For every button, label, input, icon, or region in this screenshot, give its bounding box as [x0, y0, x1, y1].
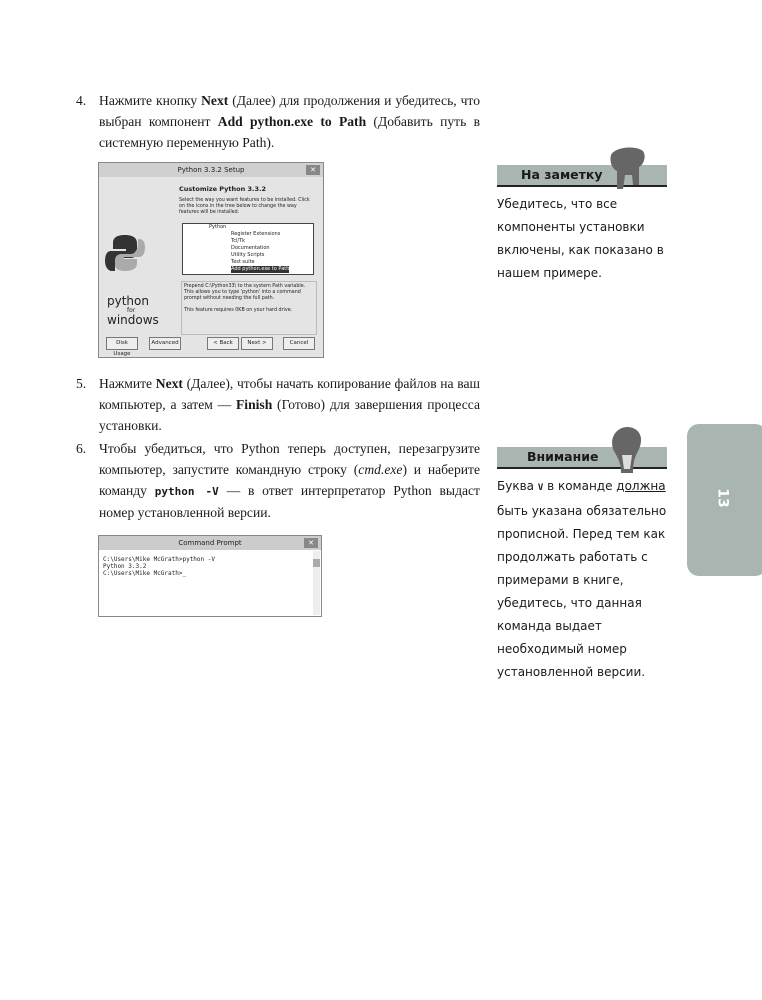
tree-item[interactable]: Register Extensions [231, 231, 281, 237]
tree-item[interactable]: Utility Scripts [231, 252, 265, 258]
text: быть указана обязательно прописной. Перед тем как продолжать работать с примерами в книге, убедитесь, что данная команда выдает необходимый номер установленной версии. [497, 504, 667, 679]
bold-text: Next [155, 376, 183, 391]
window-title: Command Prompt [178, 539, 242, 547]
cobra-icon [605, 427, 647, 473]
python-logo-icon [105, 233, 145, 273]
code-text: python -V [154, 485, 219, 498]
command-prompt-screenshot [98, 535, 322, 617]
console-line: C:\Users\Mike McGrath>python -V [103, 556, 215, 563]
page-number: 13 [714, 488, 731, 508]
tree-item-selected[interactable]: Add python.exe to Path [231, 266, 290, 272]
console-output [103, 556, 215, 577]
text: — в ответ интерпретатор Python выдаст номер установленной версии. [99, 483, 480, 520]
text: Нажмите кнопку [99, 93, 202, 108]
warning-sidebar [497, 447, 667, 684]
elephant-icon [605, 145, 647, 191]
python-setup-screenshot [98, 162, 324, 358]
underlined-text: должна [616, 479, 666, 493]
tree-item[interactable]: Test suite [231, 259, 255, 265]
step-number: 5. [76, 376, 87, 391]
feature-tree[interactable] [182, 223, 314, 275]
text: ) и наберите команду [99, 462, 480, 498]
dialog-description: Select the way you want features to be installed. Click on the icons in the tree below to change the way features will be installed. [179, 198, 310, 215]
tree-root[interactable]: Python [209, 224, 227, 230]
bold-text: Add python.exe to Path [217, 114, 367, 129]
bold-text: Next [201, 93, 229, 108]
text: (Далее) для продолжения и убедитесь, что выбран компонент [99, 93, 480, 129]
text: (Готово) для завершения процесса установки. [99, 397, 480, 433]
note-sidebar [497, 165, 667, 285]
text: в команде [543, 479, 617, 493]
tree-item[interactable]: Tcl/Tk [231, 238, 245, 244]
step-5 [76, 373, 480, 436]
close-icon: ✕ [304, 538, 318, 548]
text: Нажмите [99, 376, 156, 391]
bold-text: Finish [236, 397, 273, 412]
italic-text: cmd.exe [358, 462, 403, 477]
step-number: 6. [76, 441, 87, 456]
cancel-button[interactable]: Cancel [283, 337, 315, 350]
logo-text: for [127, 307, 136, 314]
warning-title: Внимание [527, 449, 599, 464]
text: (Добавить путь в системную переменную Path). [99, 114, 480, 150]
note-text: Убедитесь, что все компоненты установки включены, как показано в нашем примере. [497, 197, 664, 280]
step-4 [76, 90, 480, 153]
back-button[interactable]: < Back [207, 337, 239, 350]
step-6 [76, 438, 480, 523]
page-number-tab [687, 424, 762, 576]
console-line: Python 3.3.2 [103, 563, 147, 570]
logo-text: python [107, 294, 149, 308]
dialog-heading: Customize Python 3.3.2 [179, 185, 267, 193]
next-button[interactable]: Next > [241, 337, 273, 350]
text: Чтобы убедиться, что Python теперь доступен, перезагрузите компьютер, запустите командную строку ( [99, 441, 480, 477]
disk-usage-button[interactable]: Disk Usage [106, 337, 138, 350]
text: Буква [497, 479, 538, 493]
code-text: V [537, 483, 544, 493]
feature-info: Prepend C:\Python33\ to the system Path variable. This allows you to type 'python' into a command prompt without needing the full path. [184, 284, 306, 301]
close-icon: ✕ [306, 165, 320, 175]
advanced-button[interactable]: Advanced [149, 337, 181, 350]
step-number: 4. [76, 93, 87, 108]
scrollbar[interactable] [313, 551, 320, 615]
console-line: C:\Users\Mike McGrath>_ [103, 570, 187, 577]
text: (Далее), чтобы начать копирование файлов на ваш компьютер, а затем — [99, 376, 480, 412]
tree-item[interactable]: Documentation [231, 245, 270, 251]
window-title: Python 3.3.2 Setup [177, 166, 245, 174]
feature-size: This feature requires 0KB on your hard drive. [184, 308, 293, 313]
note-title: На заметку [521, 167, 603, 182]
logo-text: windows [107, 313, 159, 327]
